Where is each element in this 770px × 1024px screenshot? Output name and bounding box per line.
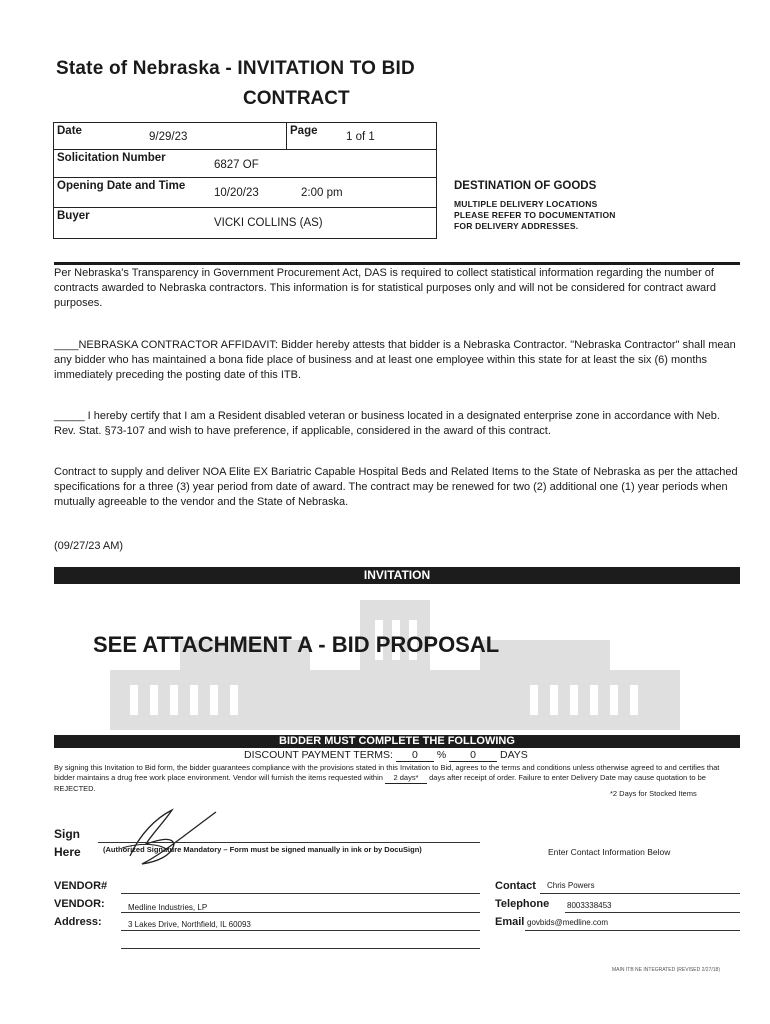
opening-time: 2:00 pm — [301, 187, 343, 199]
header-table — [53, 122, 437, 239]
vendor-name-value[interactable]: Medline Industries, LP — [128, 903, 208, 912]
transparency-paragraph: Per Nebraska's Transparency in Government Procurement Act, DAS is required to collect statistical information regarding the number of contracts awarded to Nebraska contractors. This information is for statistical purposes only and will not be considered for contract award purposes. — [54, 267, 716, 309]
here-label: Here — [54, 845, 81, 859]
contact-label: Contact — [495, 880, 536, 892]
stock-note: *2 Days for Stocked Items — [610, 789, 697, 798]
delivery-days-field[interactable]: 2 days* — [385, 773, 427, 784]
separator-rule — [54, 262, 740, 265]
discount-percent-field[interactable]: 0 — [396, 749, 434, 762]
contact-info-note: Enter Contact Information Below — [548, 847, 671, 857]
telephone-value[interactable]: 8003338453 — [567, 901, 612, 910]
signature-line — [98, 842, 480, 843]
discount-label: DISCOUNT PAYMENT TERMS: — [244, 749, 393, 761]
signature-mandatory-text: (Authorized Signature Mandatory – Form must be signed manually in ink or by DocuSign) — [103, 845, 422, 854]
date-value: 9/29/23 — [149, 131, 188, 143]
contact-value[interactable]: Chris Powers — [547, 881, 595, 890]
document-title: State of Nebraska - INVITATION TO BID — [56, 58, 415, 79]
opening-date: 10/20/23 — [214, 187, 259, 199]
attachment-heading: SEE ATTACHMENT A - BID PROPOSAL — [93, 632, 500, 657]
signature-image[interactable] — [112, 804, 232, 874]
signing-text: By signing this Invitation to Bid form, the bidder guarantees compliance with the provisions stated in this Invitation to Bid, agrees to the terms and conditions unless otherwise agreed to and certifies that bidder maintains a drug free work place environment. Vendor will furnish the items requested within — [54, 763, 720, 782]
vendor-address-label: Address: — [54, 916, 102, 928]
date-label: Date — [57, 125, 82, 137]
contact-line — [540, 893, 740, 894]
capitol-watermark-image — [70, 600, 720, 730]
telephone-label: Telephone — [495, 898, 550, 910]
invitation-bar: INVITATION — [54, 567, 740, 584]
vendor-name-label: VENDOR: — [54, 898, 105, 910]
destination-line-2: PLEASE REFER TO DOCUMENTATION — [454, 210, 616, 220]
vendor-address-line — [121, 930, 480, 931]
contract-paragraph: Contract to supply and deliver NOA Elite EX Bariatric Capable Hospital Beds and Related Items to the State of Nebraska as per the attached specifications for a three (3) year period from date of award. The contract may be renewed for two (2) additional one (1) year periods when mutually agreeable to the vendor and the State of Nebraska. — [54, 466, 738, 508]
affidavit-paragraph: ____NEBRASKA CONTRACTOR AFFIDAVIT: Bidder hereby attests that bidder is a Nebraska Contractor. "Nebraska Contractor" shall mean any bidder who has maintained a bona fide place of business and at least one employee within this state for at least the six (6) months immediately preceding the posting date of this ITB. — [54, 339, 736, 381]
timestamp-text: (09/27/23 AM) — [54, 540, 124, 552]
percent-sign: % — [436, 749, 447, 761]
document-subtitle: CONTRACT — [243, 88, 350, 109]
destination-title: DESTINATION OF GOODS — [454, 180, 597, 192]
signing-text-end: days after receipt of order. Failure to enter Delivery Date may cause quotation to be REJECTED. — [54, 773, 706, 793]
discount-terms-row — [244, 749, 528, 762]
page-label: Page — [290, 125, 318, 137]
solicitation-label: Solicitation Number — [57, 152, 166, 164]
destination-line-3: FOR DELIVERY ADDRESSES. — [454, 221, 579, 231]
destination-line-1: MULTIPLE DELIVERY LOCATIONS — [454, 199, 598, 209]
footer-form-code: MAIN ITB NE INTEGRATED (REVISED 2/27/18) — [612, 967, 720, 973]
sign-label: Sign — [54, 827, 80, 841]
sign-here-label — [54, 825, 81, 861]
vendor-address-line-2 — [121, 948, 480, 949]
email-value[interactable]: govbids@medline.com — [527, 918, 609, 927]
vendor-name-line — [121, 912, 480, 913]
page-value: 1 of 1 — [346, 131, 375, 143]
telephone-line — [565, 912, 740, 913]
vendor-number-field[interactable] — [121, 893, 480, 894]
veteran-paragraph: _____ I hereby certify that I am a Resident disabled veteran or business located in a designated enterprise zone in accordance with Neb. Rev. Stat. §73-107 and wish to have preference, if applicable, considered in the award of this contract. — [54, 410, 720, 437]
bidder-bar: BIDDER MUST COMPLETE THE FOLLOWING — [54, 735, 740, 748]
email-line — [525, 930, 740, 931]
discount-days-field[interactable]: 0 — [449, 749, 497, 762]
vendor-number-label: VENDOR# — [54, 880, 108, 892]
buyer-value: VICKI COLLINS (AS) — [214, 217, 323, 229]
email-label: Email — [495, 916, 525, 928]
buyer-label: Buyer — [57, 210, 90, 222]
vendor-address-value[interactable]: 3 Lakes Drive, Northfield, IL 60093 — [128, 920, 251, 929]
solicitation-value: 6827 OF — [214, 159, 259, 171]
opening-label: Opening Date and Time — [57, 180, 186, 192]
days-label: DAYS — [500, 749, 528, 761]
